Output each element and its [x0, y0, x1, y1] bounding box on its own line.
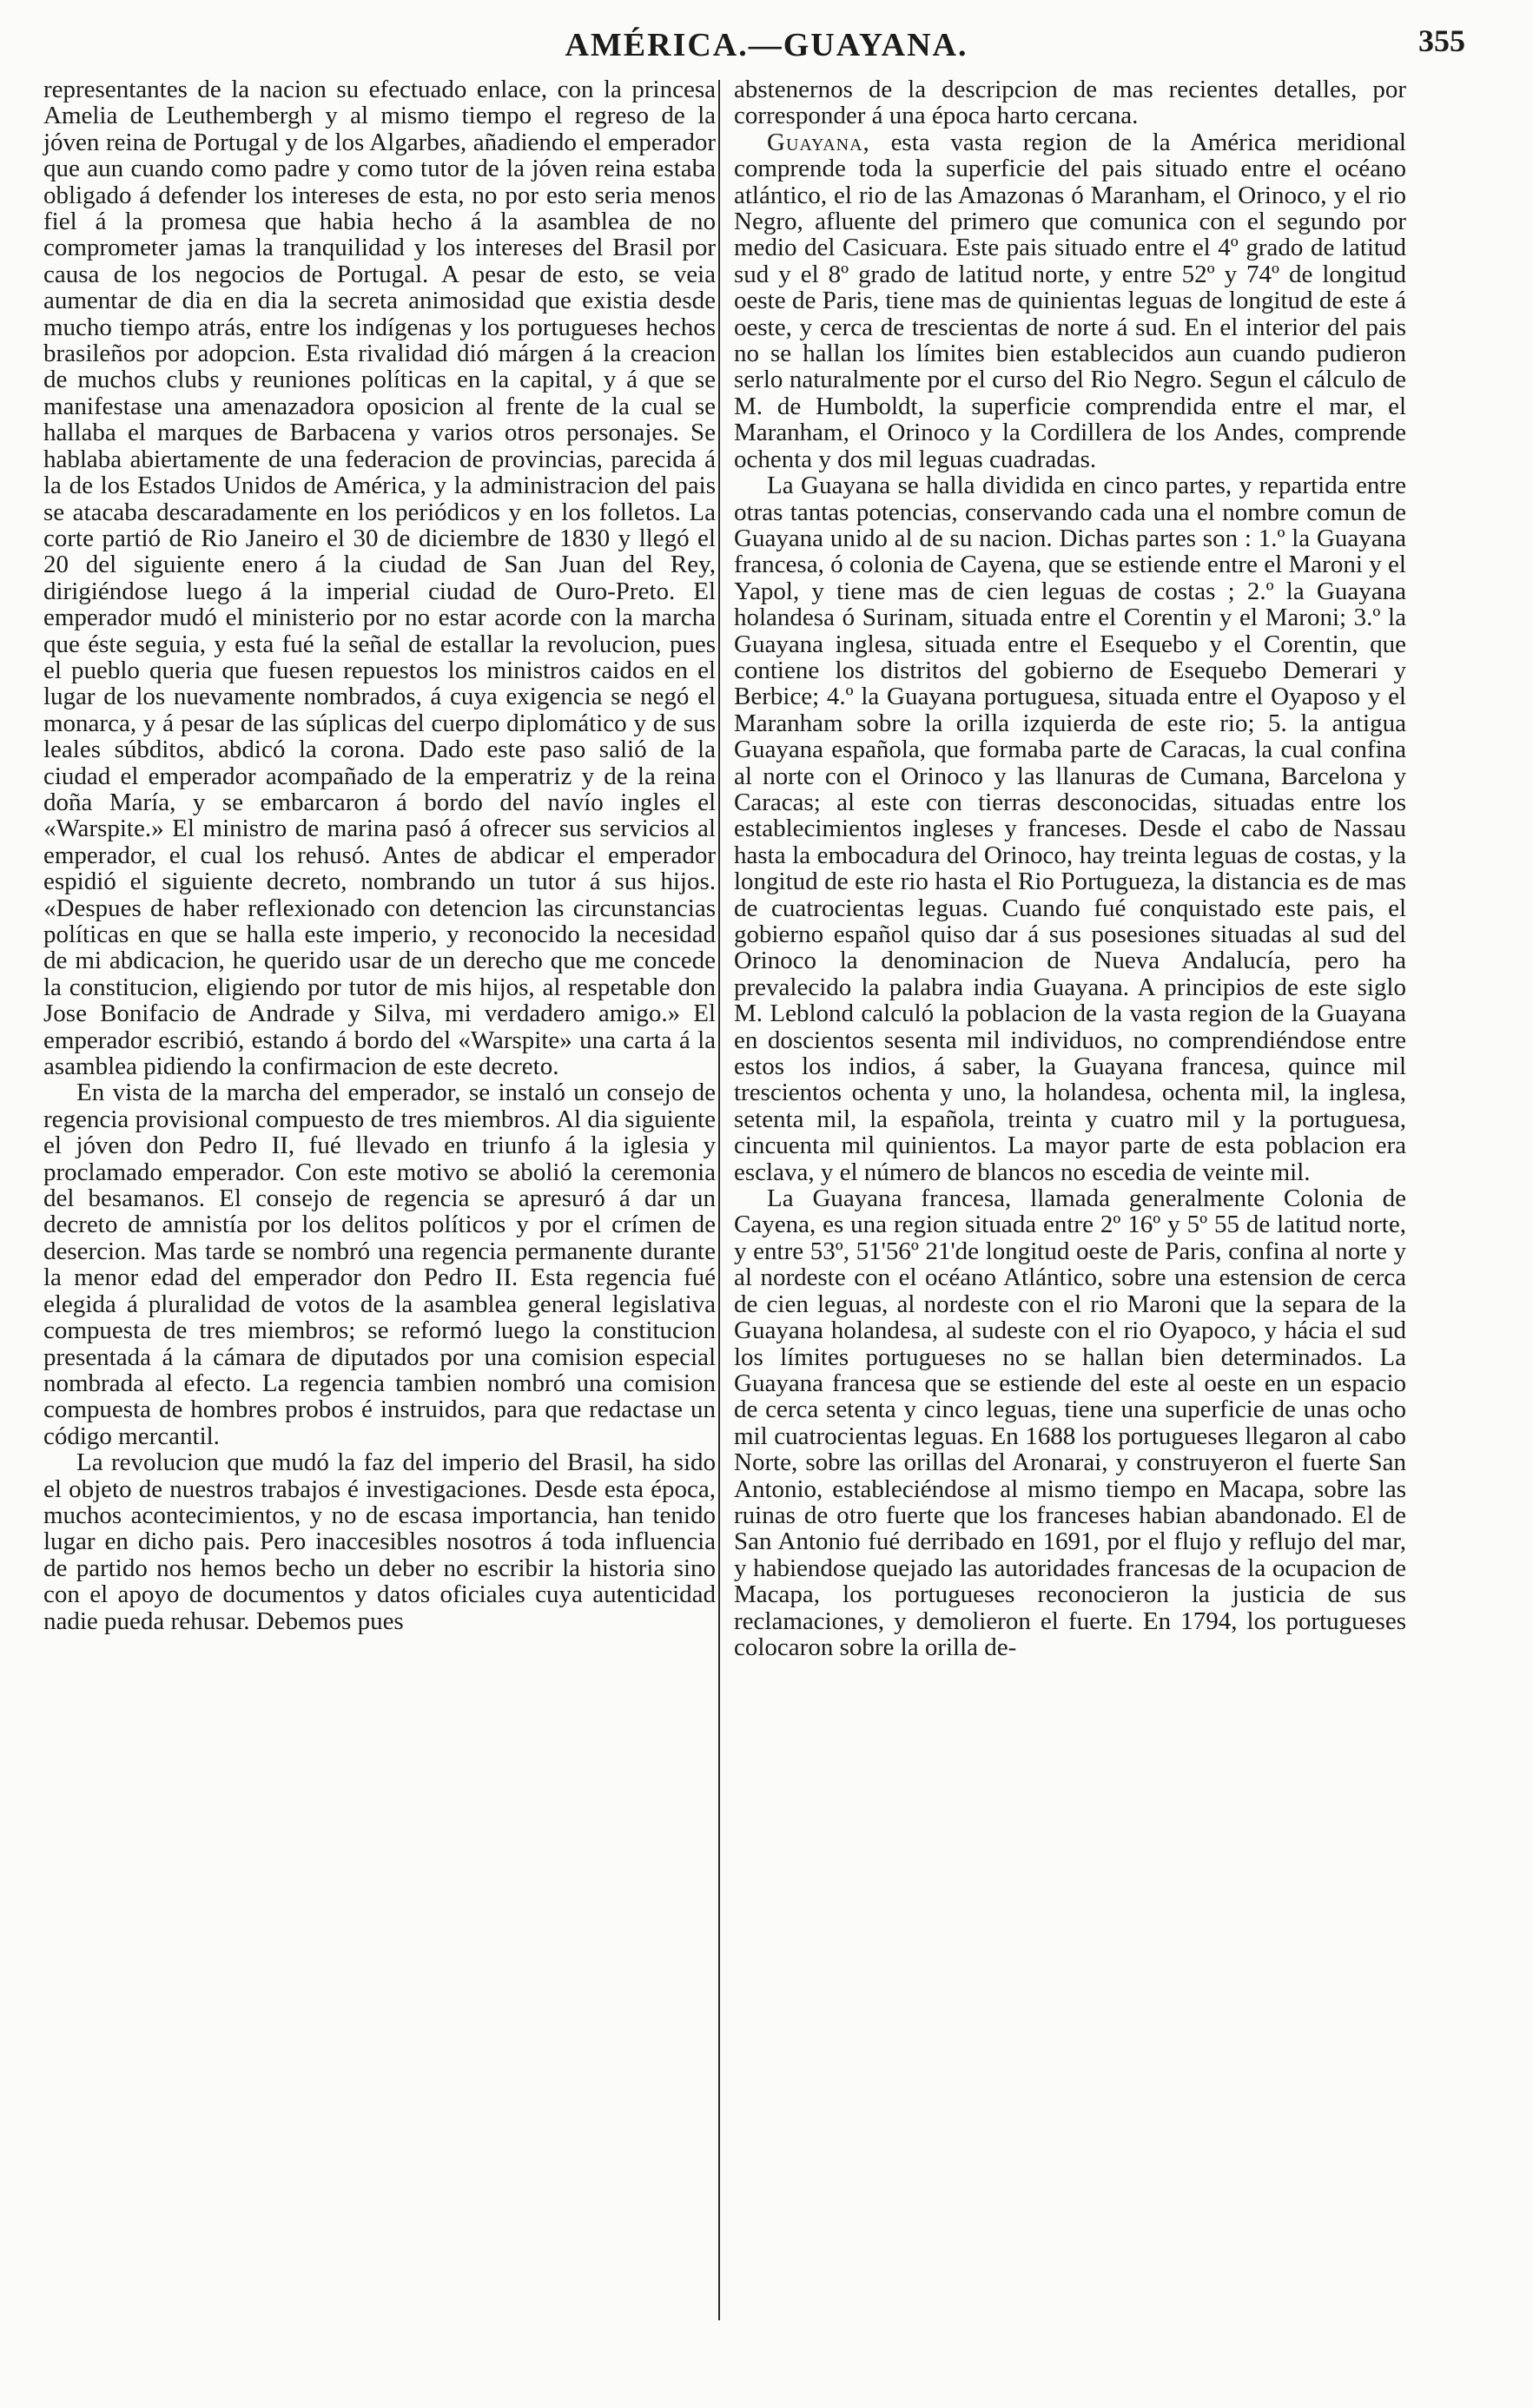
- paragraph: abstenernos de la descripcion de mas recientes detalles, por corresponder á una época harto cercana.: [734, 76, 1406, 130]
- page-number: 355: [1418, 23, 1465, 58]
- paragraph: La Guayana se halla dividida en cinco partes, y repartida entre otras tantas potencias, conservando cada una el nombre comun de Guayana unido al de su nacion. Dichas partes son : 1.º la Guayana francesa, ó colonia de Cayena, que se estiende entre el Maroni y el Yapol, y tiene mas de cien leguas de costas ; 2.º la Guayana holandesa ó Surinam, situada entre el Corentin y el Maroni; 3.º la Guayana inglesa, situada entre el Esequebo y el Corentin, que contiene los distritos del gobierno de Esequebo Demerari y Berbice; 4.º la Guayana portuguesa, situada entre el Oyaposo y el Maranham sobre la orilla izquierda de este rio; 5. la antigua Guayana española, que formaba parte de Caracas, la cual confina al norte con el Orinoco y las llanuras de Cumana, Barcelona y Caracas; al este con tierras desconocidas, situadas entre los establecimientos ingleses y franceses. Desde el cabo de Nassau hasta la embocadura del Orinoco, hay treinta leguas de costas, y la longitud de este rio hasta el Rio Portugueza, la distancia es de mas de cuatrocientas leguas. Cuando fué conquistado este pais, el gobierno español quiso dar á sus posesiones situadas al sud del Orinoco la denominacion de Nueva Andalucía, pero ha prevalecido la palabra india Guayana. A principios de este siglo M. Leblond calculó la poblacion de la vasta region de la Guayana en doscientos sesenta mil individuos, no comprendiéndose entre estos los indios, á saber, la Guayana francesa, quince mil trescientos ochenta y uno, la holandesa, ochenta mil, la inglesa, setenta mil, la española, treinta y cuatro mil y la portuguesa, cincuenta mil quinientos. La mayor parte de esta poblacion era esclava, y el número de blancos no escedia de veinte mil.: [734, 472, 1406, 1186]
- left-column: [43, 76, 716, 1634]
- paragraph-text: esta vasta region de la América meridional comprende toda la superficie del pais situado entre el océano atlántico, el rio de las Amazonas ó Maranham, el Orinoco, y el rio Negro, afluente del primero que comunica con el segundo por medio del Casicuara. Este pais situado entre el 4º grado de latitud sud y el 8º grado de latitud norte, y entre 52º y 74º de longitud oeste de Paris, tiene mas de quinientas leguas de longitud de este á oeste, y cerca de trescientas de norte á sud. En el interior del pais no se hallan los límites bien establecidos aun cuando pudieron serlo naturalmente por el curso del Rio Negro. Segun el cálculo de M. de Humboldt, la superficie comprendida entre el mar, el Maranham, el Orinoco y la Cordillera de los Andes, comprende ochenta y dos mil leguas cuadradas.: [734, 128, 1406, 473]
- paragraph: representantes de la nacion su efectuado enlace, con la princesa Amelia de Leuthembergh y al mismo tiempo el regreso de la jóven reina de Portugal y de los Algarbes, añadiendo el emperador que aun cuando como padre y como tutor de la jóven reina estaba obligado á defender los intereses de esta, no por esto seria menos fiel á la promesa que habia hecho á la asamblea de no comprometer jamas la tranquilidad y los intereses del Brasil por causa de los negocios de Portugal. A pesar de esto, se veia aumentar de dia en dia la secreta animosidad que existia desde mucho tiempo atrás, entre los indígenas y los portugueses hechos brasileños por adopcion. Esta rivalidad dió márgen á la creacion de muchos clubs y reuniones políticas en la capital, y á que se manifestase una amenazadora oposicion al frente de la cual se hallaba el marques de Barbacena y varios otros personajes. Se hablaba abiertamente de una federacion de provincias, parecida á la de los Estados Unidos de América, y la administracion del pais se atacaba descaradamente en los periódicos y en los folletos. La corte partió de Rio Janeiro el 30 de diciembre de 1830 y llegó el 20 del siguiente enero á la ciudad de San Juan del Rey, dirigiéndose luego á la imperial ciudad de Ouro-Preto. El emperador mudó el ministerio por no estar acorde con la marcha que éste seguia, y esta fué la señal de estallar la revolucion, pues el pueblo queria que fuesen repuestos los ministros caidos en el lugar de los nuevamente nombrados, á cuya exigencia se negó el monarca, y á pesar de las súplicas del cuerpo diplomático y de sus leales súbditos, abdicó la corona. Dado este paso salió de la ciudad el emperador acompañado de la emperatriz y de la reina doña María, y se embarcaron á bordo del navío ingles el «Warspite.» El ministro de marina pasó á ofrecer sus servicios al emperador, el cual los rehusó. Antes de abdicar el emperador espidió el siguiente decreto, nombrando un tutor á sus hijos. «Despues de haber reflexionado con detencion las circunstancias políticas en que se halla este imperio, y reconocido la necesidad de mi abdicacion, he querido usar de un derecho que me concede la constitucion, eligiendo por tutor de mis hijos, al respetable don Jose Bonifacio de Andrade y Silva, mi verdadero amigo.» El emperador escribió, estando á bordo del «Warspite» una carta á la asamblea pidiendo la confirmacion de este decreto.: [43, 76, 716, 1081]
- paragraph: La revolucion que mudó la faz del imperio del Brasil, ha sido el objeto de nuestros trabajos é investigaciones. Desde esta época, muchos acontecimientos, y no de escasa importancia, han tenido lugar en dicho pais. Pero inaccesibles nosotros á toda influencia de partido nos hemos becho un deber no escribir la historia sino con el apoyo de documentos y datos oficiales cuya autenticidad nadie pueda rehusar. Debemos pues: [43, 1448, 716, 1635]
- section-heading: Guayana,: [767, 128, 870, 156]
- right-column: [734, 76, 1406, 1660]
- paragraph: En vista de la marcha del emperador, se instaló un consejo de regencia provisional compuesto de tres miembros. Al dia siguiente el jóven don Pedro II, fué llevado en triunfo á la iglesia y proclamado emperador. Con este motivo se abolió la ceremonia del besamanos. El consejo de regencia se apresuró á dar un decreto de amnistía por los delitos políticos y por el crímen de desercion. Mas tarde se nombró una regencia permanente durante la menor edad del emperador don Pedro II. Esta regencia fué elegida á pluralidad de votos de la asamblea general legislativa compuesta de tres miembros; se reformó luego la constitucion presentada á la cámara de diputados por una comision especial nombrada al efecto. La regencia tambien nombró una comision compuesta de hombres probos é instruidos, para que redactase un código mercantil.: [43, 1079, 716, 1450]
- column-divider: [718, 80, 720, 2320]
- paragraph: La Guayana francesa, llamada generalmente Colonia de Cayena, es una region situada entre 2º 16º y 5º 55 de latitud norte, y entre 53º, 51'56º 21'de longitud oeste de Paris, confina al norte y al nordeste con el océano Atlántico, sobre una estension de cerca de cien leguas, al nordeste con el rio Maroni que la separa de la Guayana holandesa, al sudeste con el rio Oyapoco, y hácia el sud los límites portugueses no se hallan bien determinados. La Guayana francesa que se estiende del este al oeste en un espacio de cerca setenta y cinco leguas, tiene una superficie de unas ocho mil cuatrocientas leguas. En 1688 los portugueses llegaron al cabo Norte, sobre las orillas del Aronarai, y construyeron el fuerte San Antonio, estableciéndose al mismo tiempo en Macapa, sobre las ruinas de otro fuerte que los franceses habian abandonado. El de San Antonio fué derribado en 1691, por el flujo y reflujo del mar, y habiendose quejado las autoridades francesas de la ocupacion de Macapa, los portugueses reconocieron la justicia de sus reclamaciones, y demolieron el fuerte. En 1794, los portugueses colocaron sobre la orilla de-: [734, 1184, 1406, 1661]
- running-title: AMÉRICA.—GUAYANA.: [565, 27, 968, 63]
- paragraph: [734, 129, 1406, 472]
